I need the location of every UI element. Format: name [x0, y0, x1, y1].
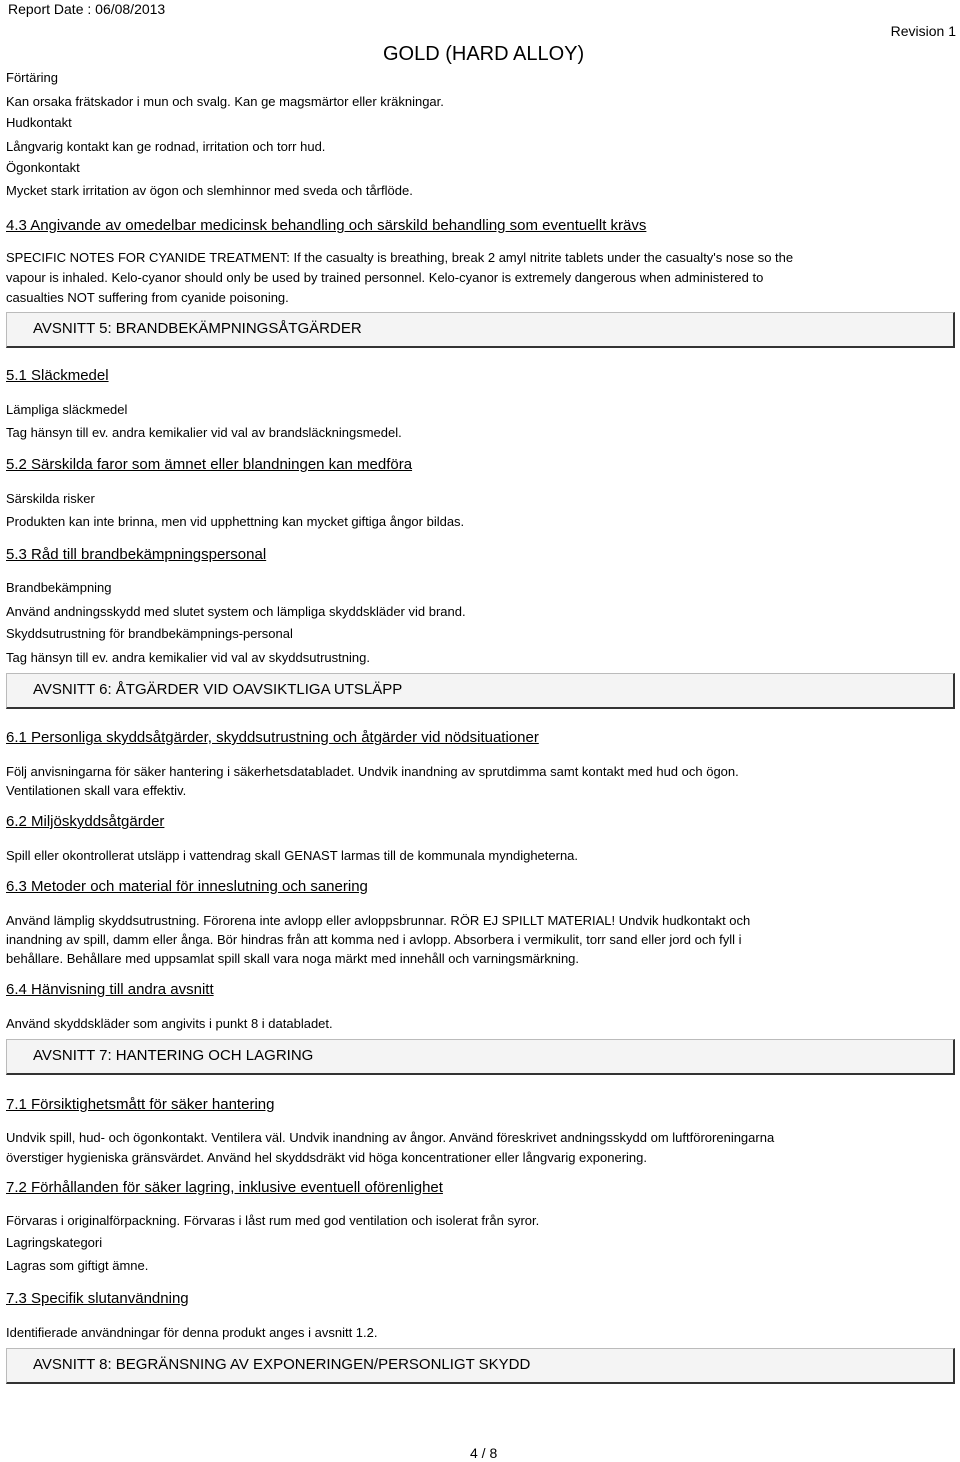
firefighter-ppe-text: Tag hänsyn till ev. andra kemikalier vid val av skyddsutrustning. — [6, 650, 370, 665]
section-5-header — [6, 312, 955, 348]
heading-6-4: 6.4 Hänvisning till andra avsnitt — [6, 981, 214, 998]
skin-contact-text: Långvarig kontakt kan ge rodnad, irritation och torr hud. — [6, 139, 326, 154]
document-title: GOLD (HARD ALLOY) — [383, 43, 585, 65]
firefighting-label: Brandbekämpning — [6, 580, 112, 595]
heading-6-3: 6.3 Metoder och material för inneslutning och sanering — [6, 878, 368, 895]
personal-precautions-line: Följ anvisningarna för säker hantering i säkerhetsdatabladet. Undvik inandning av sprutdimma samt kontakt med hud och ögon. — [6, 764, 739, 779]
cyanide-notes-line: casualties NOT suffering from cyanide poisoning. — [6, 290, 289, 305]
extinguishing-text: Tag hänsyn till ev. andra kemikalier vid val av brandsläckningsmedel. — [6, 425, 402, 440]
extinguishing-label: Lämpliga släckmedel — [6, 402, 128, 417]
heading-5-1: 5.1 Släckmedel — [6, 367, 109, 384]
heading-7-1: 7.1 Försiktighetsmått för säker hantering — [6, 1096, 275, 1113]
heading-5-3: 5.3 Råd till brandbekämpningspersonal — [6, 546, 267, 563]
heading-6-1: 6.1 Personliga skyddsåtgärder, skyddsutrustning och åtgärder vid nödsituationer — [6, 729, 539, 746]
cleanup-methods-line: behållare. Behållare med uppsamlat spill skall vara noga märkt med innehåll och varningsmärkning. — [6, 951, 580, 966]
page-number: 4 / 8 — [470, 1445, 498, 1461]
storage-class-label: Lagringskategori — [6, 1235, 103, 1250]
specific-end-use-text: Identifierade användningar för denna produkt anges i avsnitt 1.2. — [6, 1325, 378, 1340]
cyanide-notes-line: vapour is inhaled. Kelo-cyanor should only be used by trained personnel. Kelo-cyanor is extremely dangerous when administered to — [6, 270, 764, 285]
environmental-precautions: Spill eller okontrollerat utsläpp i vattendrag skall GENAST larmas till de kommunala myndigheterna. — [6, 848, 579, 863]
cleanup-methods-line: inandning av spill, damm eller ånga. Bör hindras från att komma ned i avlopp. Absorbera i vermikulit, torr sand eller jord och fyll i — [6, 932, 742, 947]
heading-7-2: 7.2 Förhållanden för säker lagring, inklusive eventuell oförenlighet — [6, 1179, 443, 1196]
heading-6-2: 6.2 Miljöskyddsåtgärder — [6, 813, 165, 830]
safe-storage-text: Förvaras i originalförpackning. Förvaras i låst rum med god ventilation och isolerat från syror. — [6, 1213, 540, 1228]
firefighter-ppe-label: Skyddsutrustning för brandbekämpnings-personal — [6, 626, 293, 641]
firefighting-text: Använd andningsskydd med slutet system och lämpliga skyddskläder vid brand. — [6, 604, 466, 619]
section-7-title: AVSNITT 7: HANTERING OCH LAGRING — [33, 1047, 314, 1064]
eye-contact-text: Mycket stark irritation av ögon och slemhinnor med sveda och tårflöde. — [6, 183, 413, 198]
ingestion-text: Kan orsaka frätskador i mun och svalg. Kan ge magsmärtor eller kräkningar. — [6, 94, 444, 109]
safe-handling-line: överstiger hygieniska gränsvärdet. Använd hel skyddsdräkt vid höga koncentrationer eller långvarig exponering. — [6, 1150, 647, 1165]
special-risks-text: Produkten kan inte brinna, men vid upphettning kan mycket giftiga ångor bildas. — [6, 514, 465, 529]
ingestion-label: Förtäring — [6, 70, 59, 85]
heading-5-2: 5.2 Särskilda faror som ämnet eller blandningen kan medföra — [6, 456, 413, 473]
skin-contact-label: Hudkontakt — [6, 115, 72, 130]
heading-4-3: 4.3 Angivande av omedelbar medicinsk behandling och särskild behandling som eventuellt krävs — [6, 217, 647, 234]
section-7-header — [6, 1039, 955, 1075]
reference-other-sections: Använd skyddskläder som angivits i punkt 8 i databladet. — [6, 1016, 333, 1031]
section-8-header — [6, 1348, 955, 1384]
section-6-header — [6, 673, 955, 709]
section-5-title: AVSNITT 5: BRANDBEKÄMPNINGSÅTGÄRDER — [33, 320, 362, 337]
section-6-title: AVSNITT 6: ÅTGÄRDER VID OAVSIKTLIGA UTSLÄPP — [33, 681, 403, 698]
section-8-title: AVSNITT 8: BEGRÄNSNING AV EXPONERINGEN/PERSONLIGT SKYDD — [33, 1356, 531, 1373]
revision-label: Revision 1 — [890, 23, 956, 39]
cleanup-methods-line: Använd lämplig skyddsutrustning. Förorena inte avlopp eller avloppsbrunnar. RÖR EJ SPILLT MATERIAL! Undvik hudkontakt och — [6, 913, 751, 928]
report-date: Report Date : 06/08/2013 — [8, 1, 166, 17]
cyanide-notes-line: SPECIFIC NOTES FOR CYANIDE TREATMENT: If the casualty is breathing, break 2 amyl nitrite tablets under the casualty's nose so the — [6, 250, 794, 265]
safe-handling-line: Undvik spill, hud- och ögonkontakt. Ventilera väl. Undvik inandning av ångor. Använd föreskrivet andningsskydd om luftföroreningarna — [6, 1130, 775, 1145]
special-risks-label: Särskilda risker — [6, 491, 95, 506]
storage-class-text: Lagras som giftigt ämne. — [6, 1258, 149, 1273]
eye-contact-label: Ögonkontakt — [6, 160, 80, 175]
personal-precautions-line: Ventilationen skall vara effektiv. — [6, 783, 187, 798]
heading-7-3: 7.3 Specifik slutanvändning — [6, 1290, 189, 1307]
